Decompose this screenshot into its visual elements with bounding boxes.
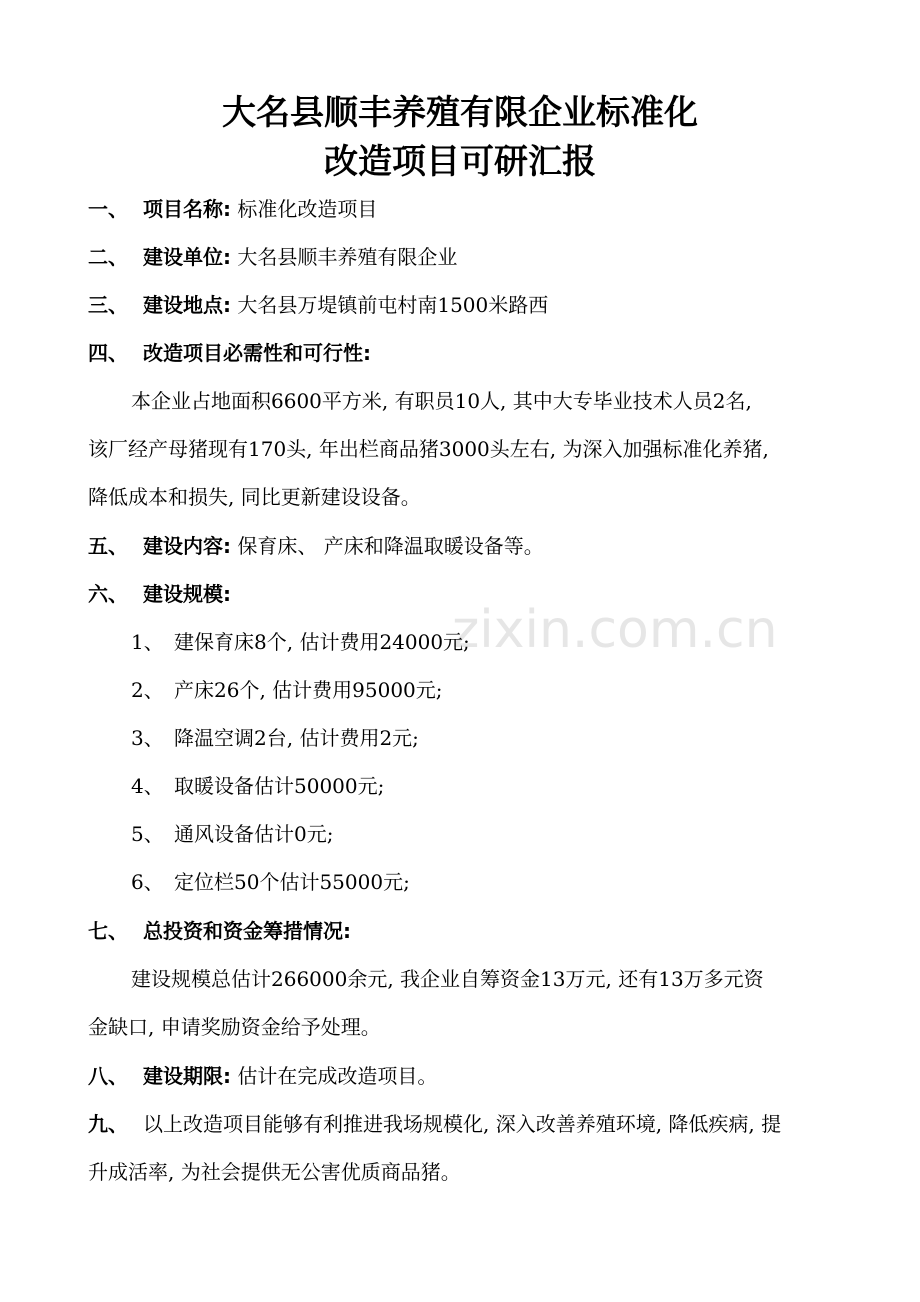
list-item bbox=[131, 820, 333, 848]
list-item-text: 建保育床8个, 估计费用24000元; bbox=[174, 630, 470, 654]
section-2 bbox=[88, 243, 457, 271]
section-label: 总投资和资金筹措情况: bbox=[143, 919, 351, 943]
paragraph-line: 金缺口, 申请奖励资金给予处理。 bbox=[88, 1015, 381, 1039]
list-item-number: 5、 bbox=[131, 822, 164, 846]
document-title-line-1: 大名县顺丰养殖有限企业标准化 bbox=[222, 93, 698, 133]
section-number: 二、 bbox=[88, 245, 128, 269]
section-number: 八、 bbox=[88, 1064, 128, 1088]
section-number: 七、 bbox=[88, 919, 128, 943]
section-label: 项目名称: bbox=[143, 197, 231, 221]
paragraph-line: 该厂经产母猪现有170头, 年出栏商品猪3000头左右, 为深入加强标准化养猪, bbox=[88, 437, 769, 461]
list-item-text: 产床26个, 估计费用95000元; bbox=[174, 678, 443, 702]
section-value: 标准化改造项目 bbox=[237, 197, 378, 221]
list-item-number: 4、 bbox=[131, 774, 164, 798]
list-item-number: 6、 bbox=[131, 870, 164, 894]
paragraph-line: 以上改造项目能够有利推进我场规模化, 深入改善养殖环境, 降低疾病, 提 bbox=[143, 1112, 782, 1136]
section-6 bbox=[88, 580, 231, 608]
section-7 bbox=[88, 917, 351, 945]
paragraph-line: 降低成本和损失, 同比更新建设设备。 bbox=[88, 485, 421, 509]
section-label: 改造项目必需性和可行性: bbox=[143, 341, 371, 365]
section-value: 估计在完成改造项目。 bbox=[237, 1064, 438, 1088]
list-item bbox=[131, 724, 419, 752]
list-item bbox=[131, 628, 470, 656]
paragraph-line: 建设规模总估计266000余元, 我企业自筹资金13万元, 还有13万多元资 bbox=[131, 967, 764, 991]
section-8 bbox=[88, 1062, 437, 1090]
watermark: zixin.com.cn bbox=[452, 600, 778, 660]
list-item-number: 2、 bbox=[131, 678, 164, 702]
list-item-number: 3、 bbox=[131, 726, 164, 750]
section-value: 保育床、 产床和降温取暖设备等。 bbox=[237, 534, 544, 558]
list-item-text: 降温空调2台, 估计费用2元; bbox=[174, 726, 419, 750]
paragraph-line: 本企业占地面积6600平方米, 有职员10人, 其中大专毕业技术人员2名, bbox=[131, 389, 752, 413]
section-label: 建设期限: bbox=[143, 1064, 231, 1088]
document-title-line-2: 改造项目可研汇报 bbox=[324, 142, 596, 182]
section-label: 建设单位: bbox=[143, 245, 231, 269]
section-1 bbox=[88, 195, 377, 223]
list-item bbox=[131, 868, 410, 896]
section-4 bbox=[88, 339, 371, 367]
section-value: 大名县万堤镇前屯村南1500米路西 bbox=[237, 293, 549, 317]
list-item-text: 取暖设备估计50000元; bbox=[174, 774, 385, 798]
paragraph-line: 升成活率, 为社会提供无公害优质商品猪。 bbox=[88, 1160, 461, 1184]
list-item-text: 定位栏50个估计55000元; bbox=[174, 870, 410, 894]
section-label: 建设内容: bbox=[143, 534, 231, 558]
section-number: 三、 bbox=[88, 293, 128, 317]
section-9 bbox=[88, 1110, 781, 1138]
section-number: 五、 bbox=[88, 534, 128, 558]
section-label: 建设规模: bbox=[143, 582, 231, 606]
section-value: 大名县顺丰养殖有限企业 bbox=[237, 245, 458, 269]
section-number: 九、 bbox=[88, 1112, 128, 1136]
section-number: 六、 bbox=[88, 582, 128, 606]
list-item bbox=[131, 676, 443, 704]
section-5 bbox=[88, 532, 544, 560]
list-item bbox=[131, 772, 384, 800]
list-item-number: 1、 bbox=[131, 630, 164, 654]
section-3 bbox=[88, 291, 548, 319]
section-label: 建设地点: bbox=[143, 293, 231, 317]
section-number: 四、 bbox=[88, 341, 128, 365]
list-item-text: 通风设备估计0元; bbox=[174, 822, 334, 846]
section-number: 一、 bbox=[88, 197, 128, 221]
